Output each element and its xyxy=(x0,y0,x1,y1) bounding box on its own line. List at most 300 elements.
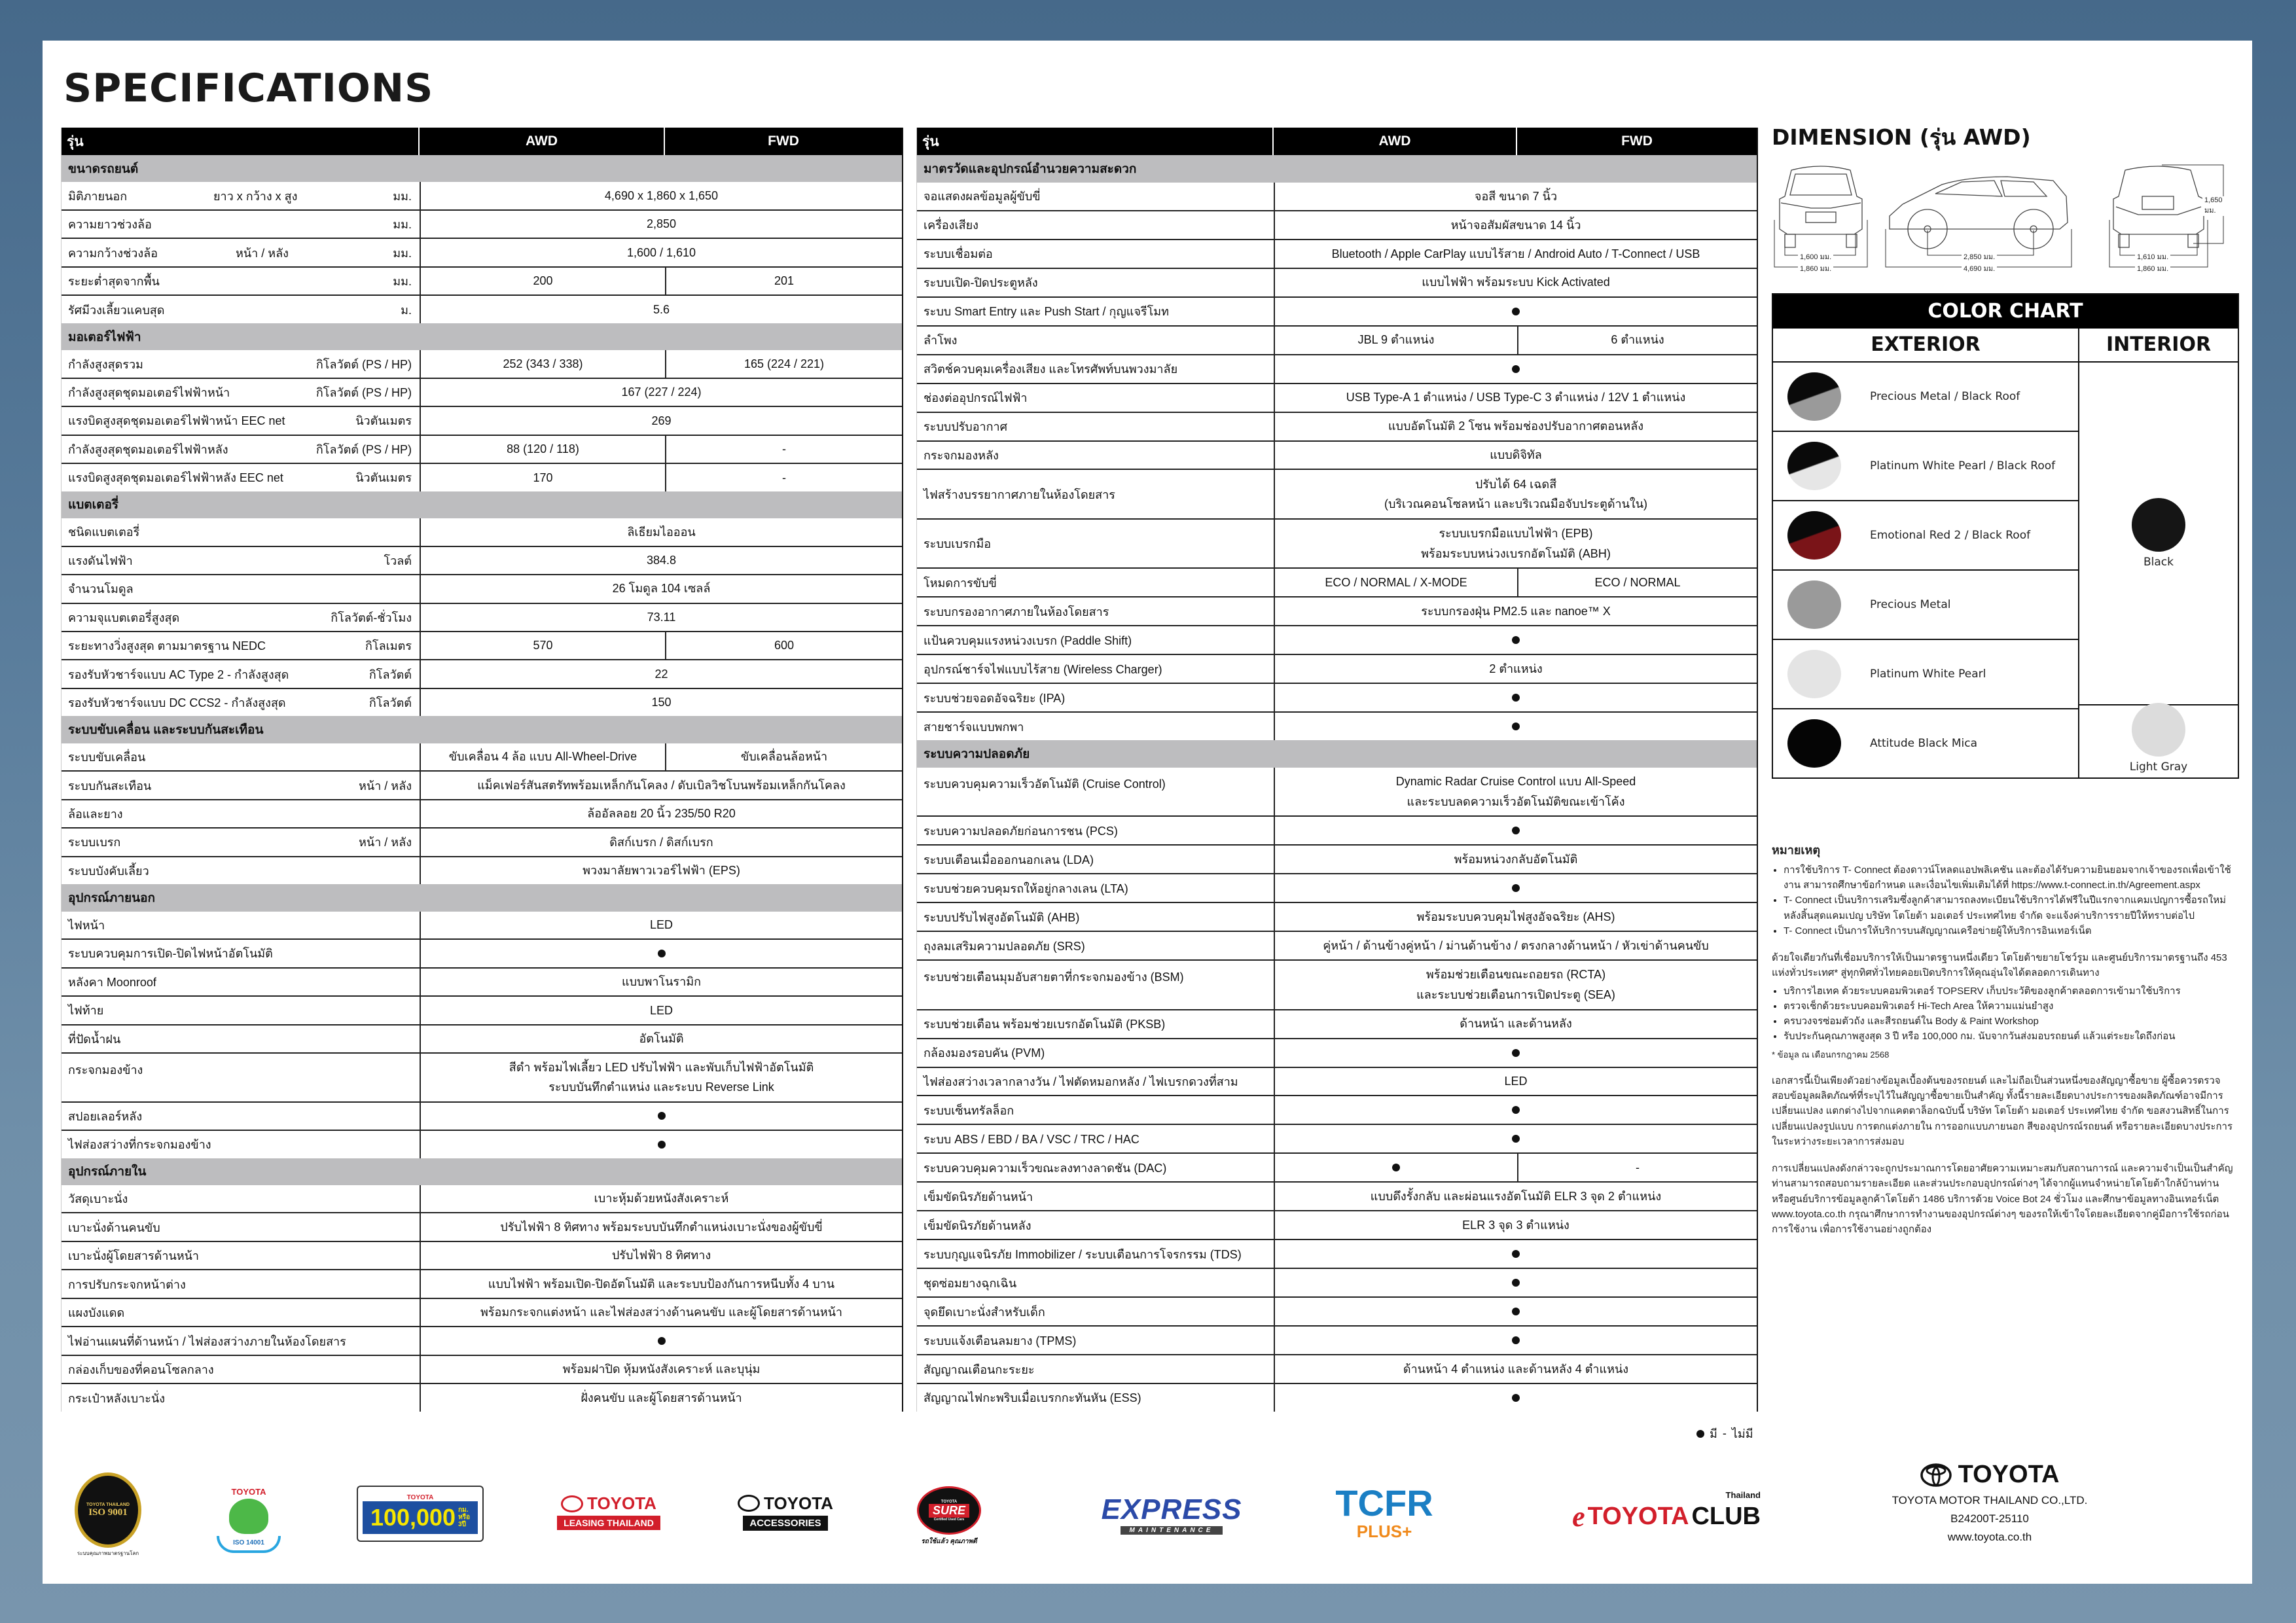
spec-label: สายชาร์จแบบพกพา xyxy=(924,720,1024,734)
spec-label-cell xyxy=(62,743,420,770)
interior-color-item[interactable] xyxy=(2079,705,2238,776)
color-swatch xyxy=(2132,703,2185,757)
spec-value: ล้ออัลลอย 20 นิ้ว 235/50 R20 xyxy=(420,800,902,827)
spec-label-cell xyxy=(917,1269,1274,1296)
table-row xyxy=(917,1095,1757,1124)
spec-label-cell xyxy=(917,932,1274,959)
table-row xyxy=(62,378,902,406)
spec-label: ระบบกันสะเทือน xyxy=(68,779,152,793)
spec-label-cell xyxy=(62,1356,420,1383)
spec-label: กล้องมองรอบคัน (PVM) xyxy=(924,1046,1045,1060)
exterior-color-item[interactable] xyxy=(1773,571,2078,640)
spec-label: ไฟสร้างบรรยากาศภายในห้องโดยสาร xyxy=(924,488,1115,501)
color-swatch xyxy=(1787,442,1841,490)
spec-value: แบบไฟฟ้า พร้อมระบบ Kick Activated xyxy=(1274,269,1757,296)
spec-label-cell xyxy=(917,1096,1274,1124)
spec-label: มิติภายนอก xyxy=(68,189,128,203)
spec-value xyxy=(1274,1154,1517,1181)
spec-label: ระบบปรับไฟสูงอัตโนมัติ (AHB) xyxy=(924,910,1080,924)
spec-value: แบบพาโนรามิก xyxy=(420,969,902,995)
color-swatch xyxy=(1787,511,1841,560)
spec-label-cell xyxy=(62,1242,420,1269)
logo-text: SURE xyxy=(929,1504,969,1518)
spec-unit: มม. xyxy=(393,246,412,260)
exterior-color-name: Attitude Black Mica xyxy=(1870,737,1978,750)
spec-label: แผงบังแดด xyxy=(68,1306,125,1320)
spec-label-cell xyxy=(62,211,420,238)
spec-value: ECO / NORMAL xyxy=(1517,569,1757,596)
table-row xyxy=(917,567,1757,596)
exterior-color-item[interactable] xyxy=(1773,432,2078,501)
logo-text: LEASING THAILAND xyxy=(557,1516,660,1530)
exterior-color-name: Precious Metal xyxy=(1870,598,1951,611)
logo-text: TOYOTA xyxy=(587,1493,656,1513)
table-row xyxy=(917,210,1757,239)
spec-label: ระบบความปลอดภัยก่อนการชน (PCS) xyxy=(924,824,1118,838)
club-emblem-icon: e xyxy=(1572,1501,1585,1533)
color-chart xyxy=(1772,293,2239,779)
spec-value: LED xyxy=(420,912,902,938)
spec-label-cell xyxy=(62,379,420,406)
spec-label: จำนวนโมดูล xyxy=(68,582,134,596)
spec-label: ระบบเบรก xyxy=(68,836,121,849)
disclaimer: การเปลี่ยนแปลงดังกล่าวจะถูกประมาณการโดยอาศัยความเหมาะสมกับสถานการณ์ และความจำเป็นเป็นสำคัญ ท่านสามารถสอบถามรายละเอียด และส่วนประกอบอุปกรณ์ต่างๆ ได้จากผู้แทนจำหน่ายโตโยต้าใกล้บ้านท่าน หรือศูนย์บริการข้อมูลลูกค้าโตโยต้า 1486 บริการด้วย Voice Bot 24 ชั่วโมง และศึกษาข้อมูลทางอินเทอร์เน็ต www.toyota.co.th กรุณาศึกษาการทำงานของอุปกรณ์ต่างๆ ของรถให้เข้าใจโดยละเอียดจากคู่มือการใช้รถก่อนการใช้งาน เพื่อการใช้งานอย่างถูกต้อง xyxy=(1772,1163,2233,1236)
table-row xyxy=(62,266,902,294)
table-row xyxy=(917,815,1757,844)
table-row xyxy=(917,469,1757,518)
color-swatch xyxy=(2132,498,2185,552)
table-row xyxy=(62,350,902,377)
spec-label-cell xyxy=(917,874,1274,902)
note-item: • T- Connect เป็นบริการเสริมซึ่งลูกค้าสามารถลงทะเบียนใช้บริการได้ฟรีในปีแรกจากแคมเปญการซื้อรถใหม่ หลังสิ้นสุดแคมเปญ บริษัท โตโยต้า มอเตอร์ ประเทศไทย จำกัด จะแจ้งค่าบริการรายปีให้ทราบต่อไป xyxy=(1784,893,2238,923)
brand-name: TOYOTA xyxy=(1958,1461,2060,1488)
table-row xyxy=(917,1067,1757,1096)
logo-text: TOYOTA THAILAND xyxy=(86,1502,130,1507)
included-dot-icon xyxy=(1512,1049,1520,1057)
spec-label: ไฟส่องสว่างเวลากลางวัน / ไฟตัดหมอกหลัง / ไฟเบรกดวงที่สาม xyxy=(924,1075,1238,1088)
table-row xyxy=(917,1152,1757,1181)
spec-value: แบบอัตโนมัติ 2 โซน พร้อมช่องปรับอากาศตอนหลัง xyxy=(1274,413,1757,440)
spec-label: แป้นควบคุมแรงหน่วงเบรก (Paddle Shift) xyxy=(924,633,1132,647)
table-row xyxy=(62,631,902,659)
spec-value: 6 ตำแหน่ง xyxy=(1517,327,1757,354)
exterior-color-item[interactable] xyxy=(1773,363,2078,432)
spec-label-cell xyxy=(917,240,1274,268)
spec-label: เข็มขัดนิรภัยด้านหลัง xyxy=(924,1219,1031,1232)
legend-has: มี xyxy=(1710,1427,1717,1440)
table-row xyxy=(62,209,902,238)
spec-value: พร้อมฝาปิด หุ้มหนังสังเคราะห์ และบุนุ่ม xyxy=(420,1356,902,1383)
spec-value xyxy=(420,1131,902,1158)
logo-text: TCFR xyxy=(1335,1482,1433,1524)
included-dot-icon xyxy=(1512,1250,1520,1258)
spec-label-cell xyxy=(62,604,420,631)
spec-value: ขับเคลื่อน 4 ล้อ แบบ All-Wheel-Drive xyxy=(420,743,665,770)
spec-label-cell xyxy=(917,1154,1274,1181)
spec-label-cell xyxy=(62,660,420,687)
table-row xyxy=(917,412,1757,440)
interior-color-name: Light Gray xyxy=(2129,760,2188,774)
section-header: มาตรวัดและอุปกรณ์อำนวยความสะดวก xyxy=(917,155,1757,183)
logo-text: 100,000 xyxy=(370,1503,456,1531)
spec-label: ระบบช่วยจอดอัจฉริยะ (IPA) xyxy=(924,691,1066,705)
spec-label-cell xyxy=(62,912,420,938)
table-row xyxy=(917,1210,1757,1239)
table-row xyxy=(62,463,902,491)
header-fwd: FWD xyxy=(1516,128,1757,155)
table-row xyxy=(917,354,1757,383)
spec-value: 1,600 / 1,610 xyxy=(420,239,902,266)
spec-unit: กิโลวัตต์ xyxy=(368,668,412,681)
included-dot-icon xyxy=(1512,694,1520,702)
table-row xyxy=(62,574,902,602)
disclaimer: เอกสารนี้เป็นเพียงตัวอย่างข้อมูลเบื้องต้นของรถยนต์ และไม่ถือเป็นส่วนหนึ่งของสัญญาซื้อขาย ผู้ซื้อควรตรวจสอบข้อมูลผลิตภัณฑ์ที่ระบุไว้ในสัญญาซื้อขายเป็นสำคัญ ทั้งนี้รายละเอียดบางประการของผลิตภัณฑ์อาจมีการเปลี่ยนแปลง แตกต่างไปจากแคตตาล็อกฉบับนี้ บริษัท โตโยต้า มอเตอร์ ประเทศไทย จำกัด ขอสงวนสิทธิ์ในการเปลี่ยนแปลงรูปแบบ การตกแต่งภายใน การออกแบบภายนอก สีของอุปกรณ์รถยนต์ หรือรายละเอียดบางประการในระหว่างระยะเวลาการส่งมอบ xyxy=(1772,1075,2233,1147)
spec-value xyxy=(1274,1039,1757,1067)
spec-label: ระยะทางวิ่งสูงสุด ตามมาตรฐาน NEDC xyxy=(68,639,266,653)
spec-label: ที่ปัดน้ำฝน xyxy=(68,1032,121,1046)
spec-value xyxy=(1274,1269,1757,1296)
spec-label-cell xyxy=(62,857,420,884)
toyota-emblem-icon xyxy=(738,1495,760,1512)
spec-value xyxy=(1274,1384,1757,1412)
spec-label: ช่องต่ออุปกรณ์ไฟฟ้า xyxy=(924,391,1028,405)
table-row xyxy=(917,596,1757,625)
table-row xyxy=(62,1269,902,1297)
logo-caption: รถใช้แล้ว คุณภาพดี xyxy=(921,1538,977,1545)
spec-label: จอแสดงผลข้อมูลผู้ขับขี่ xyxy=(924,190,1041,204)
spec-label: ระบบควบคุมความเร็วอัตโนมัติ (Cruise Control) xyxy=(924,777,1166,791)
spec-label: สัญญาณเตือนกะระยะ xyxy=(924,1363,1035,1376)
spec-label-cell xyxy=(917,298,1274,325)
spec-unit: หน้า / หลัง xyxy=(359,836,412,849)
table-row xyxy=(62,912,902,938)
spec-label: รองรับหัวชาร์จแบบ AC Type 2 - กำลังสูงสุด xyxy=(68,668,289,681)
spec-label: วัสดุเบาะนั่ง xyxy=(68,1192,128,1206)
color-swatch xyxy=(1787,372,1841,421)
table-row xyxy=(62,435,902,463)
spec-label: ไฟส่องสว่างที่กระจกมองข้าง xyxy=(68,1138,211,1152)
spec-value xyxy=(1274,470,1757,518)
logo-text: ISO 14001 xyxy=(233,1539,264,1546)
included-dot-icon xyxy=(1512,722,1520,730)
spec-label: ระบบปรับอากาศ xyxy=(924,420,1008,434)
spec-value: พวงมาลัยพาวเวอร์ไฟฟ้า (EPS) xyxy=(420,857,902,884)
footnote: * ข้อมูล ณ เดือนกรกฎาคม 2568 xyxy=(1772,1049,1890,1060)
service-item: • ตรวจเช็กด้วยระบบคอมพิวเตอร์ Hi-Tech Area ให้ความแม่นยำสูง xyxy=(1784,999,2238,1014)
spec-value xyxy=(1274,520,1757,567)
spec-label-cell xyxy=(62,1327,420,1354)
header-model: รุ่น xyxy=(67,134,84,149)
spec-label: ระบบเชื่อมต่อ xyxy=(924,247,993,261)
spec-label: ระบบเปิด-ปิดประตูหลัง xyxy=(924,276,1038,290)
section-header: มอเตอร์ไฟฟ้า xyxy=(62,323,902,350)
dim-front-track: 1,600 มม. xyxy=(1798,251,1833,262)
spec-label-cell xyxy=(917,817,1274,844)
spec-value: ดิสก์เบรก / ดิสก์เบรก xyxy=(420,829,902,855)
website-link[interactable]: www.toyota.co.th xyxy=(1947,1531,2032,1543)
spec-value xyxy=(1274,1125,1757,1152)
spec-label-cell xyxy=(62,1103,420,1130)
spec-label: ระบบกรองอากาศภายในห้องโดยสาร xyxy=(924,605,1109,618)
spec-value: ปรับไฟฟ้า 8 ทิศทาง xyxy=(420,1242,902,1269)
page-title: SPECIFICATIONS xyxy=(63,65,434,111)
spec-label-cell xyxy=(62,182,420,209)
spec-label: เครื่องเสียง xyxy=(924,219,978,232)
spec-value: 252 (343 / 338) xyxy=(420,350,665,377)
dim-rear-width: 1,860 มม. xyxy=(2135,262,2170,274)
table-row xyxy=(62,182,902,209)
spec-label: เข็มขัดนิรภัยด้านหน้า xyxy=(924,1190,1033,1204)
spec-label-cell xyxy=(917,1355,1274,1383)
table-row xyxy=(62,603,902,631)
spec-label: แรงบิดสูงสุดชุดมอเตอร์ไฟฟ้าหลัง EEC net xyxy=(68,471,283,485)
spec-label-cell xyxy=(917,713,1274,740)
header-awd: AWD xyxy=(1272,128,1516,155)
spec-label: ลำโพง xyxy=(924,334,958,348)
spec-label: ชนิดแบตเตอรี่ xyxy=(68,526,140,539)
table-row xyxy=(62,546,902,574)
spec-value xyxy=(1274,1298,1757,1325)
spec-value: เบาะหุ้มด้วยหนังสังเคราะห์ xyxy=(420,1185,902,1212)
spec-label-cell xyxy=(917,903,1274,931)
spec-value xyxy=(1274,298,1757,325)
spec-label-cell xyxy=(917,1240,1274,1268)
spec-label-cell xyxy=(917,1183,1274,1210)
exterior-heading: EXTERIOR xyxy=(1773,329,2078,363)
color-swatch xyxy=(1787,719,1841,768)
included-dot-icon xyxy=(1512,1394,1520,1402)
dim-height: 1,650 มม. xyxy=(2202,196,2236,216)
table-row xyxy=(917,768,1757,815)
table-row xyxy=(62,406,902,434)
legend xyxy=(1696,1424,1753,1443)
spec-value: JBL 9 ตำแหน่ง xyxy=(1274,327,1517,354)
spec-value xyxy=(1274,874,1757,902)
spec-label: แรงดันไฟฟ้า xyxy=(68,554,133,567)
table-row xyxy=(917,1325,1757,1354)
interior-color-item[interactable] xyxy=(2079,363,2238,705)
interior-color-name: Black xyxy=(2144,556,2174,569)
spec-label-cell xyxy=(917,846,1274,873)
spec-value: แบบดึงรั้งกลับ และผ่อนแรงอัตโนมัติ ELR 3 จุด 2 ตำแหน่ง xyxy=(1274,1183,1757,1210)
dim-wheelbase: 2,850 มม. xyxy=(1962,251,1997,262)
section-header: อุปกรณ์ภายใน xyxy=(62,1158,902,1185)
table-row xyxy=(917,1038,1757,1067)
exterior-color-item[interactable] xyxy=(1773,640,2078,709)
iso9001-logo xyxy=(65,1472,151,1558)
spec-label-cell xyxy=(62,1131,420,1158)
service-item: • รับประกันคุณภาพสูงสุด 3 ปี หรือ 100,000 กม. นับจากวันส่งมอบรถยนต์ แล้วแต่ระยะใดถึงก่อน xyxy=(1784,1029,2238,1044)
exterior-color-item[interactable] xyxy=(1773,501,2078,571)
header-model: รุ่น xyxy=(922,134,939,149)
company-name: TOYOTA MOTOR THAILAND CO.,LTD. xyxy=(1892,1494,2088,1507)
spec-label-cell xyxy=(917,327,1274,354)
toyota-emblem-icon xyxy=(561,1495,583,1512)
spec-value: อัตโนมัติ xyxy=(420,1026,902,1052)
spec-label: ระบบเบรกมือ xyxy=(924,537,992,551)
spec-value: ECO / NORMAL / X-MODE xyxy=(1274,569,1517,596)
spec-value: แบบดิจิทัล xyxy=(1274,442,1757,469)
spec-label-cell xyxy=(917,1010,1274,1038)
spec-unit: กิโลวัตต์ xyxy=(368,696,412,710)
spec-value: ด้านหน้า 4 ตำแหน่ง และด้านหลัง 4 ตำแหน่ง xyxy=(1274,1355,1757,1383)
legend-separator: - xyxy=(1722,1427,1727,1440)
spec-label-cell xyxy=(62,575,420,602)
spec-label-cell xyxy=(62,350,420,377)
table-row xyxy=(917,1009,1757,1038)
spec-value: 4,690 x 1,860 x 1,650 xyxy=(420,182,902,209)
section-header: ระบบความปลอดภัย xyxy=(917,740,1757,768)
spec-value-line: สีดำ พร้อมไฟเลี้ยว LED ปรับไฟฟ้า และพับเก็บไฟฟ้าอัตโนมัติ xyxy=(509,1060,814,1074)
spec-table-right xyxy=(916,128,1758,1412)
spec-label: ระบบเซ็นทรัลล็อก xyxy=(924,1103,1014,1117)
spec-label-cell xyxy=(917,684,1274,711)
spec-label-cell xyxy=(62,239,420,266)
spec-label-cell xyxy=(62,1299,420,1326)
spec-label-cell xyxy=(917,183,1274,210)
included-dot-icon xyxy=(658,1141,666,1149)
table-row xyxy=(917,654,1757,683)
bullet-icon xyxy=(1696,1430,1704,1438)
logo-text: CLUB xyxy=(1691,1503,1761,1530)
spec-label-cell xyxy=(62,772,420,798)
spec-value xyxy=(1274,1240,1757,1268)
spec-unit: โวลต์ xyxy=(384,554,412,567)
service-item: • บริการไฮเทค ด้วยระบบคอมพิวเตอร์ TOPSERV เก็บประวัติของลูกค้าตลอดการเข้ามาใช้บริการ xyxy=(1784,984,2238,999)
spec-label: จุดยึดเบาะนั่งสำหรับเด็ก xyxy=(924,1305,1045,1319)
spec-value xyxy=(420,1327,902,1354)
logo-text: EXPRESS xyxy=(1101,1493,1242,1525)
spec-label-cell xyxy=(62,997,420,1024)
spec-value: USB Type-A 1 ตำแหน่ง / USB Type-C 3 ตำแหน่ง / 12V 1 ตำแหน่ง xyxy=(1274,384,1757,412)
table-row xyxy=(917,1354,1757,1383)
included-dot-icon xyxy=(1512,1279,1520,1287)
spec-sublabel: ยาว x กว้าง x สูง xyxy=(213,189,298,203)
spec-value xyxy=(420,1103,902,1130)
spec-label: ระบบช่วยเตือน พร้อมช่วยเบรกอัตโนมัติ (PKSB) xyxy=(924,1018,1166,1031)
spec-value: 570 xyxy=(420,632,665,659)
spec-label: ล้อและยาง xyxy=(68,808,123,821)
exterior-color-name: Platinum White Pearl xyxy=(1870,668,1986,681)
spec-label-cell xyxy=(62,829,420,855)
table-row xyxy=(62,1298,902,1326)
section-header: ขนาดรถยนต์ xyxy=(62,155,902,182)
color-chart-title: COLOR CHART xyxy=(1773,294,2238,329)
spec-label-cell xyxy=(62,800,420,827)
table-row xyxy=(917,902,1757,931)
exterior-color-item[interactable] xyxy=(1773,709,2078,777)
exterior-color-list xyxy=(1773,363,2078,777)
leasing-logo xyxy=(550,1489,668,1535)
spec-label: ระบบช่วยควบคุมรถให้อยู่กลางเลน (LTA) xyxy=(924,882,1128,895)
included-dot-icon xyxy=(1512,884,1520,892)
spec-label-cell xyxy=(917,597,1274,625)
spec-value-line: ปรับได้ 64 เฉดสี xyxy=(1475,477,1557,491)
spec-label-cell xyxy=(917,768,1274,815)
table-row xyxy=(62,1355,902,1383)
logo-text: TOYOTA xyxy=(941,1499,958,1504)
spec-label: ระบบแจ้งเตือนลมยาง (TPMS) xyxy=(924,1334,1077,1347)
logo-text: TOYOTA xyxy=(1587,1503,1689,1530)
spec-value xyxy=(420,1054,902,1101)
spec-label: ความจุแบตเตอรี่สูงสุด xyxy=(68,611,180,624)
spec-label: เบาะนั่งด้านคนขับ xyxy=(68,1221,160,1234)
spec-label: ระบบควบคุมการเปิด-ปิดไฟหน้าอัตโนมัติ xyxy=(68,947,273,961)
logo-text: TOYOTA xyxy=(231,1486,266,1497)
spec-table-left xyxy=(61,128,903,1412)
spec-value: ระบบกรองฝุ่น PM2.5 และ nanoe™ X xyxy=(1274,597,1757,625)
spec-value: Bluetooth / Apple CarPlay แบบไร้สาย / Android Auto / T-Connect / USB xyxy=(1274,240,1757,268)
spec-unit: นิวตันเมตร xyxy=(355,414,412,428)
table-row xyxy=(917,239,1757,268)
table-row xyxy=(62,1024,902,1052)
spec-value: ลิเธียมไอออน xyxy=(420,518,902,545)
included-dot-icon xyxy=(658,950,666,957)
table-row xyxy=(917,1181,1757,1210)
toyota-club-logo xyxy=(1532,1486,1761,1538)
spec-label-cell xyxy=(917,520,1274,567)
sure-logo xyxy=(910,1480,988,1552)
spec-value: 600 xyxy=(665,632,902,659)
logo-text: ISO 9001 xyxy=(88,1507,128,1518)
spec-label: กล่องเก็บของที่คอนโซลกลาง xyxy=(68,1363,214,1377)
spec-label-cell xyxy=(62,296,420,323)
interior-color-list xyxy=(2078,363,2238,777)
table-row xyxy=(917,1268,1757,1296)
spec-value: พร้อมกระจกแต่งหน้า และไฟส่องสว่างด้านคนขับ และผู้โดยสารด้านหน้า xyxy=(420,1299,902,1326)
spec-label-cell xyxy=(62,689,420,716)
spec-label-cell xyxy=(917,211,1274,239)
spec-unit: กิโลวัตต์ (PS / HP) xyxy=(315,385,412,399)
table-row xyxy=(62,938,902,967)
spec-label-cell xyxy=(62,1185,420,1212)
exterior-color-name: Precious Metal / Black Roof xyxy=(1870,390,2020,403)
spec-value-line: Dynamic Radar Cruise Control แบบ All-Speed xyxy=(1395,775,1636,789)
spec-label-cell xyxy=(62,940,420,967)
spec-value xyxy=(1274,1096,1757,1124)
spec-value: 26 โมดูล 104 เซลล์ xyxy=(420,575,902,602)
spec-label-cell xyxy=(62,268,420,294)
logo-text: TOYOTA xyxy=(406,1493,434,1501)
spec-value: จอสี ขนาด 7 นิ้ว xyxy=(1274,183,1757,210)
spec-value: 88 (120 / 118) xyxy=(420,436,665,463)
section-header: อุปกรณ์ภายนอก xyxy=(62,884,902,911)
spec-label: ชุดซ่อมยางฉุกเฉิน xyxy=(924,1276,1017,1290)
spec-unit: มม. xyxy=(393,189,412,203)
logo-text: TOYOTA xyxy=(764,1493,833,1513)
spec-label-cell xyxy=(917,1327,1274,1354)
spec-label-cell xyxy=(917,413,1274,440)
included-dot-icon xyxy=(1512,1336,1520,1344)
spec-value: - xyxy=(1517,1154,1757,1181)
color-swatch xyxy=(1787,650,1841,698)
included-dot-icon xyxy=(1512,1308,1520,1315)
spec-label: ระยะต่ำสุดจากพื้น xyxy=(68,275,160,289)
table-row xyxy=(917,268,1757,296)
spec-label-cell xyxy=(917,1068,1274,1096)
spec-unit: กิโลวัตต์-ชั่วโมง xyxy=(331,611,412,624)
table-header xyxy=(62,128,902,155)
spec-label-cell xyxy=(62,436,420,463)
spec-label: ระบบช่วยเตือนมุมอับสายตาที่กระจกมองข้าง (BSM) xyxy=(924,971,1184,984)
exterior-color-name: Platinum White Pearl / Black Roof xyxy=(1870,459,2056,473)
legend-none: ไม่มี xyxy=(1731,1427,1753,1440)
spec-unit: ม. xyxy=(401,303,412,317)
spec-label-cell xyxy=(62,1213,420,1240)
service-intro: ด้วยใจเดียวกันที่เชื่อมบริการให้เป็นมาตรฐานหนึ่งเดียว โตโยต้าขยายโชว์รูม และศูนย์บริการมาตรฐานถึง 453 แห่งทั่วประเทศ* สู่ทุกทิศทั่วไทยคอยเปิดบริการให้คุณอุ่นใจได้ตลอดการเดินทาง xyxy=(1772,952,2227,979)
included-dot-icon xyxy=(658,1112,666,1120)
tcfr-logo xyxy=(1329,1480,1440,1546)
